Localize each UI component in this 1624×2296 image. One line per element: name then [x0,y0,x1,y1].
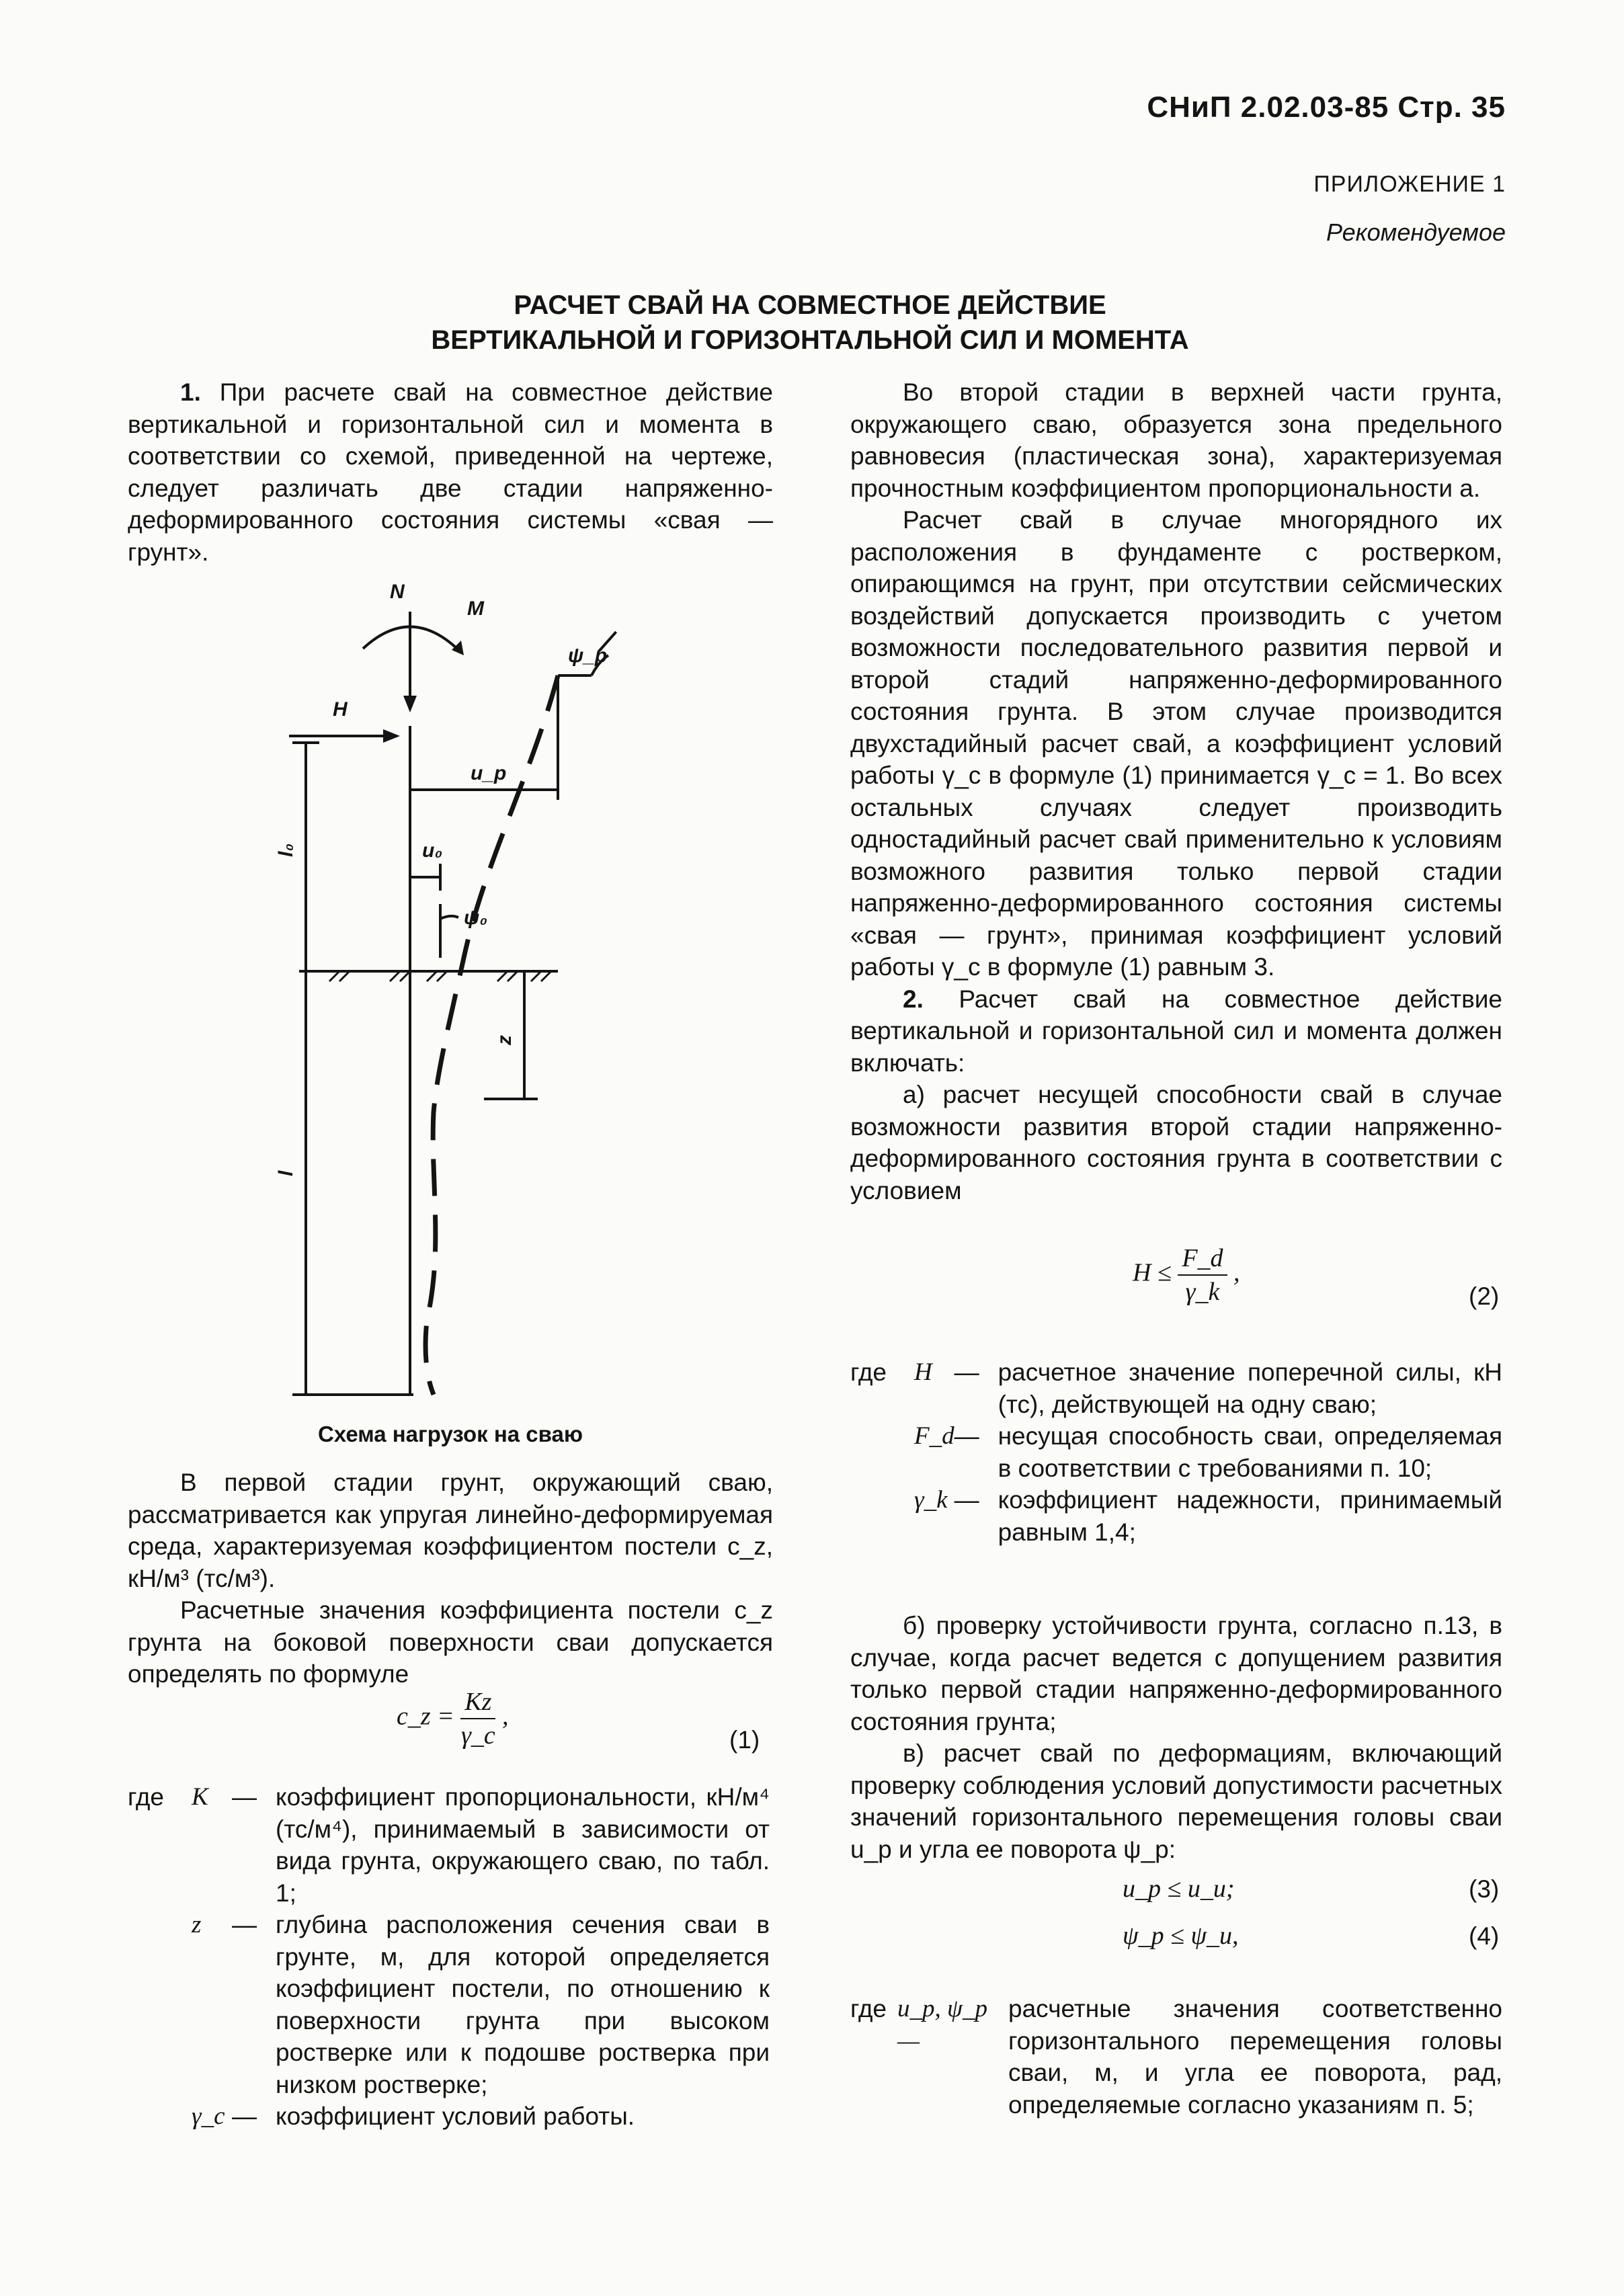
formula-2-lhs: H ≤ [1133,1258,1172,1287]
definition-gamma-c [128,2100,770,2133]
paragraph-2: В первой стадии грунт, окружающий сваю, рассматривается как упругая линейно-деформируемая среда, характеризуемая коэффициентом постели c_z, кН/м³ (тс/м³). [128,1469,773,1592]
definitions-formula-1 [128,1781,770,2133]
label-N: N [390,581,405,603]
label-psi0: ψ₀ [464,907,488,929]
definition-Fd [850,1420,1502,1484]
paragraph-3: Расчетные значения коэффициента постели c_z грунта на боковой поверхности сваи допускается определять по формуле [128,1596,773,1688]
right-text-upper [850,376,1502,1206]
definition-dash: — [232,1783,257,1811]
label-z: z [493,1035,516,1045]
formula-1-fraction [460,1687,495,1750]
formula-1-denominator: γ_c [460,1721,495,1750]
formula-1-numerator: Kz [460,1687,495,1719]
title-line-2: ВЕРТИКАЛЬНОЙ И ГОРИЗОНТАЛЬНОЙ СИЛ И МОМЕНТА [431,325,1189,355]
definition-dash: — [232,2102,257,2130]
formula-2-fraction [1178,1243,1227,1307]
definition-up-psip [850,1993,1502,2121]
title-line-1: РАСЧЕТ СВАЙ НА СОВМЕСТНОЕ ДЕЙСТВИЕ [514,290,1106,320]
right-paragraph-3 [850,983,1502,1079]
where-label: где [128,1783,165,1811]
definition-dash: — [954,1358,979,1386]
formula-2-tail: , [1233,1258,1240,1287]
definition-symbol: γ_c [192,2102,225,2130]
right-paragraph-2: Расчет свай в случае многорядного их расположения в фундаменте с ростверком, опирающимся на грунт, при отсутствии сейсмических воздействий допускается производить с учетом возможности последовательного развития первой и второй стадий напряженно-деформированного состояния грунта. В этом случае производится двухстадийный расчет свай, а коэффициент условий работы γ_c в формуле (1) принимается γ_c = 1. Во всех остальных случаях следует производить одностадийный расчет свай применительно к условиям возможного развития только первой стадии напряженно-деформированного состояния системы «свая — грунт», принимая коэффициент условий работы γ_c в формуле (1) равным 3. [850,506,1502,981]
paragraph-1-text: При расчете свай на совместное действие вертикальной и горизонтальной сил и момента в соответствии со схемой, приведенной на чертеже, следует различать две стадии напряженно-деформированного состояния системы «свая — грунт». [128,378,774,566]
equation-number-3: (3) [1469,1875,1500,1903]
definition-text: расчетные значения соответственно горизонтального перемещения головы сваи, м, и угла ее поворота, рад, определяемые согласно указаниям п. 5; [1008,1995,1502,2119]
definitions-formula-2 [850,1356,1502,1548]
left-text-lower [128,1467,773,1690]
definition-symbol: K [192,1783,208,1811]
paragraph-1-number: 1. [180,378,201,406]
right-paragraph-4: а) расчет несущей способности свай в случае возможности развития второй стадии напряженно-деформированного состояния грунта в соответствии с условием [850,1081,1502,1204]
formula-3: u_p ≤ u_u; [1123,1875,1235,1903]
figure-caption: Схема нагрузок на сваю [317,1422,583,1446]
formula-1 [397,1687,508,1750]
right-paragraph-1: Во второй стадии в верхней части грунта, окружающего сваю, образуется зона предельного равновесия (пластическая зона), характеризуемая прочностным коэффициентом пропорциональности a. [850,378,1502,502]
definitions-formula-3-4 [850,1993,1502,2121]
label-l: l [275,1170,297,1176]
definition-dash: — [954,1486,979,1514]
label-psip: ψ_p [568,645,608,667]
formula-1-tail: , [501,1702,509,1731]
equation-number-4: (4) [1469,1922,1500,1950]
where-label: где [850,1358,887,1386]
definition-dash: — [232,1911,257,1938]
label-M: M [467,598,484,620]
right-paragraph-5: б) проверку устойчивости грунта, согласно п.13, в случае, когда расчет ведется с допущением развития только первой стадии напряженно-деформированного состояния грунта; [850,1612,1502,1735]
definition-symbol: F_d [914,1422,955,1450]
equation-number-2: (2) [1469,1282,1500,1310]
definition-text: коэффициент пропорциональности, кН/м⁴ (тс/м⁴), принимаемый в зависимости от вида грунта, окружающего сваю, по табл. 1; [276,1783,770,1907]
formula-2 [1133,1243,1240,1307]
label-up: u_p [471,762,507,784]
label-l0: l₀ [275,843,297,857]
right-text-lower [850,1610,1502,1865]
definition-K [128,1781,770,1909]
where-label: где [850,1995,887,2022]
definition-text: расчетное значение поперечной силы, кН (тс), действующей на одну сваю; [998,1358,1502,1418]
definition-symbol: z [192,1911,202,1938]
definition-text: коэффициент условий работы. [276,2102,635,2130]
definition-z [128,1909,770,2100]
definition-H [850,1356,1502,1420]
definition-symbol: γ_k [914,1486,948,1514]
appendix-status: Рекомендуемое [1326,218,1506,246]
page-title [202,288,1418,358]
right-paragraph-3-text: Расчет свай на совместное действие вертикальной и горизонтальной сил и момента должен включать: [850,985,1502,1077]
running-head: СНиП 2.02.03-85 Стр. 35 [1147,91,1506,124]
right-paragraph-6: в) расчет свай по деформациям, включающий проверку соблюдения условий допустимости расчетных значений горизонтального перемещения головы сваи u_p и угла ее поворота ψ_p: [850,1739,1502,1863]
formula-4: ψ_p ≤ ψ_u, [1123,1922,1239,1950]
definition-text: глубина расположения сечения сваи в грунте, м, для которой определяется коэффициент постели, по отношению к поверхности грунта при высоком ростверке или к подошве ростверка при низком ростверке; [276,1911,770,2098]
paragraph-1 [128,376,773,568]
formula-2-numerator: F_d [1178,1243,1227,1276]
definition-symbol: H [914,1358,932,1386]
formula-1-lhs: c_z = [397,1702,454,1731]
definition-symbol: u_p, ψ_p— [897,1995,987,2055]
label-u0: u₀ [422,839,443,862]
definition-gamma-k [850,1484,1502,1548]
definition-text: коэффициент надежности, принимаемый равным 1,4; [998,1486,1502,1546]
paragraph-2-number: 2. [903,985,924,1013]
label-H: H [333,698,348,721]
definition-dash: — [954,1422,979,1450]
pile-load-diagram [262,575,639,1401]
formula-2-denominator: γ_k [1185,1278,1220,1306]
appendix-label: ПРИЛОЖЕНИЕ 1 [1313,171,1506,197]
definition-text: несущая способность сваи, определяемая в соответствии с требованиями п. 10; [998,1422,1502,1482]
left-intro [128,376,773,568]
equation-number-1: (1) [729,1726,760,1754]
